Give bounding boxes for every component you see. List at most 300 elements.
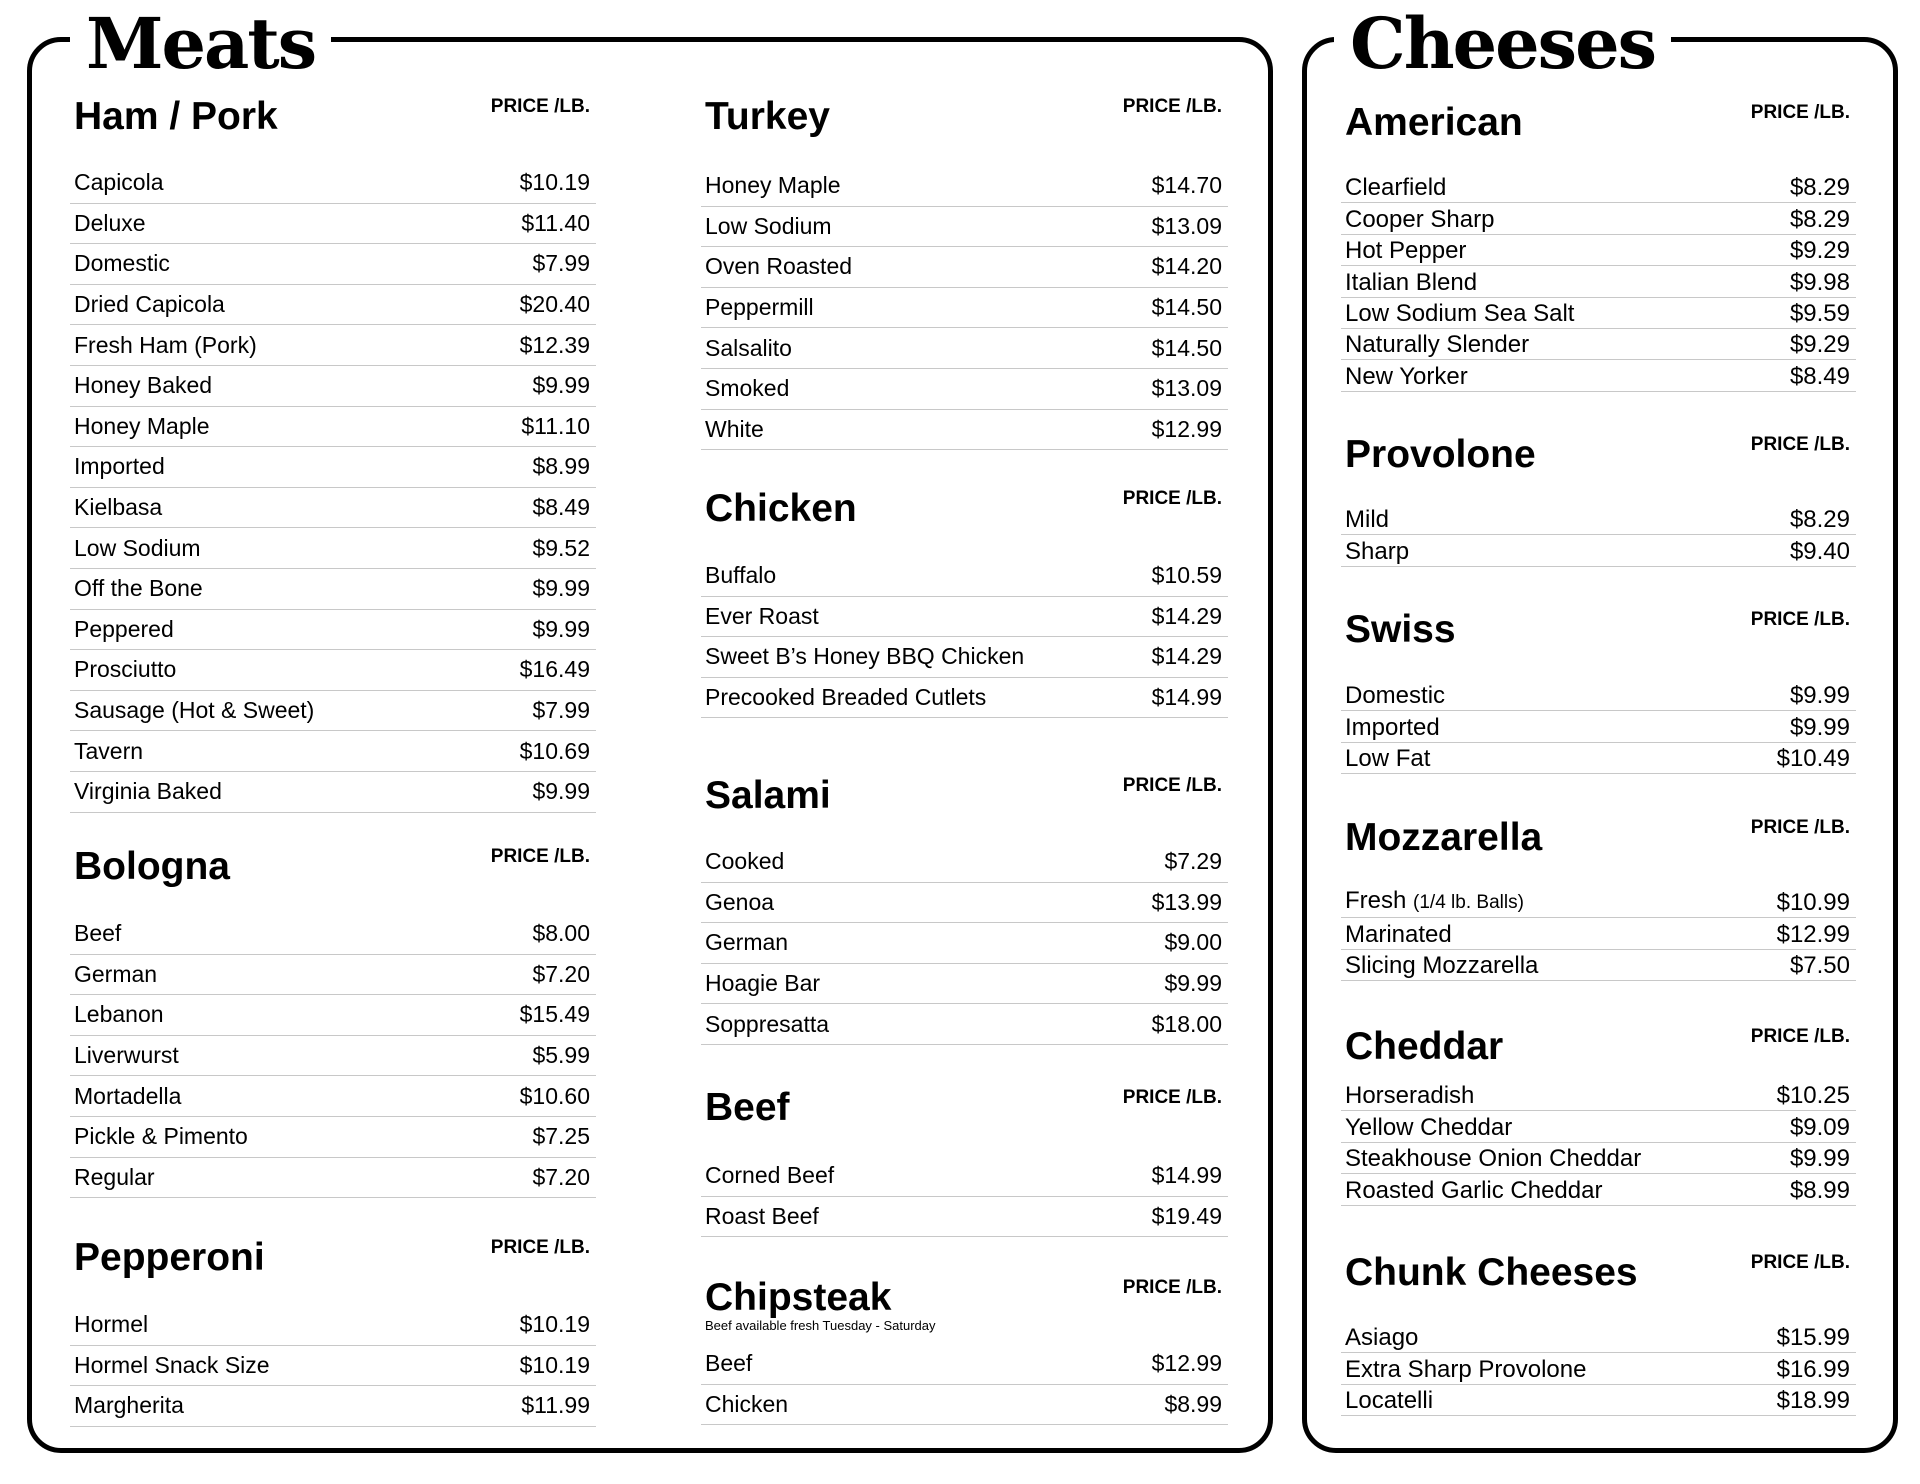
cheeses-title: Cheeses <box>1334 4 1671 84</box>
item-price: $7.20 <box>532 1163 590 1190</box>
item-name <box>74 453 165 480</box>
list-item <box>1341 360 1856 391</box>
item-name <box>705 562 776 589</box>
item-price: $14.29 <box>1151 643 1222 670</box>
item-name <box>1345 888 1524 916</box>
item-name <box>74 494 162 521</box>
list-item <box>70 325 596 366</box>
section-title: Beef <box>705 1086 790 1129</box>
list-item <box>70 1117 596 1158</box>
item-list <box>701 1344 1228 1425</box>
item-name-text: Virginia Baked <box>74 778 222 805</box>
item-name-text: Hormel <box>74 1311 149 1338</box>
item-name-text: Imported <box>1345 713 1440 741</box>
item-list <box>70 914 596 1198</box>
section-title: Swiss <box>1345 608 1456 651</box>
item-price: $9.99 <box>532 615 590 642</box>
item-price: $14.50 <box>1151 294 1222 321</box>
item-name-text: Fresh Ham (Pork) <box>74 331 257 358</box>
list-item <box>701 842 1228 883</box>
list-item <box>70 366 596 407</box>
item-price: $14.20 <box>1151 253 1222 280</box>
price-per-lb-label: PRICE /LB. <box>1122 1087 1222 1108</box>
item-name <box>1345 746 1430 772</box>
item-name-text: Chicken <box>705 1390 789 1417</box>
list-item <box>1341 1322 1856 1353</box>
item-list <box>1341 1080 1856 1206</box>
list-item <box>1341 1353 1856 1384</box>
item-price: $14.99 <box>1151 684 1222 711</box>
section-header <box>701 1084 1228 1132</box>
item-price: $16.49 <box>519 656 590 683</box>
item-name-text: Corned Beef <box>705 1162 835 1189</box>
item-name-text: Oven Roasted <box>705 253 853 280</box>
list-item <box>1341 504 1856 535</box>
list-item <box>1341 711 1856 742</box>
item-price: $7.20 <box>532 960 590 987</box>
item-name <box>74 1083 181 1110</box>
item-name-text: Genoa <box>705 888 775 915</box>
section-title: Pepperoni <box>74 1236 265 1279</box>
item-price: $14.50 <box>1151 334 1222 361</box>
item-name <box>74 1001 164 1028</box>
item-name <box>74 372 212 399</box>
item-name <box>74 920 121 947</box>
price-per-lb-label: PRICE /LB. <box>490 96 590 117</box>
item-name <box>74 250 170 277</box>
list-item <box>701 1197 1228 1238</box>
item-price: $10.19 <box>519 169 590 196</box>
item-name <box>1345 238 1466 264</box>
list-item <box>701 637 1228 678</box>
item-name <box>74 656 176 683</box>
item-name-text: Marinated <box>1345 920 1452 948</box>
item-name-text: Kielbasa <box>74 494 163 521</box>
list-item <box>70 772 596 813</box>
list-item <box>701 923 1228 964</box>
item-name <box>74 210 146 237</box>
list-item <box>70 1305 596 1346</box>
list-item <box>701 964 1228 1005</box>
item-price: $8.49 <box>532 494 590 521</box>
item-price: $8.29 <box>1789 205 1850 233</box>
item-name <box>74 535 201 562</box>
list-item <box>1341 680 1856 711</box>
item-name <box>1345 539 1409 565</box>
list-item <box>1341 950 1856 981</box>
item-name <box>74 332 257 359</box>
item-name <box>74 169 164 196</box>
list-item <box>701 1344 1228 1385</box>
item-name <box>74 291 225 318</box>
list-item <box>70 407 596 448</box>
item-name-text: Italian Blend <box>1345 268 1478 296</box>
list-item <box>1341 1385 1856 1416</box>
price-per-lb-label: PRICE /LB. <box>490 1237 590 1258</box>
list-item <box>70 244 596 285</box>
item-price: $14.99 <box>1151 1162 1222 1189</box>
item-price: $7.25 <box>532 1123 590 1150</box>
item-price: $10.60 <box>519 1082 590 1109</box>
item-name <box>74 738 143 765</box>
item-price: $9.99 <box>532 778 590 805</box>
item-name-text: Pickle & Pimento <box>74 1123 248 1150</box>
item-name-text: Soppresatta <box>705 1010 830 1037</box>
item-price: $9.99 <box>1164 970 1222 997</box>
item-name-text: Low Sodium <box>74 534 201 561</box>
item-name-text: Cooked <box>705 848 785 875</box>
list-item <box>70 1158 596 1199</box>
section-header <box>701 772 1228 820</box>
list-item <box>1341 1143 1856 1174</box>
section-header <box>1341 431 1856 479</box>
item-name <box>1345 922 1452 948</box>
item-name <box>705 294 814 321</box>
item-name-text: Sharp <box>1345 537 1410 565</box>
item-price: $11.40 <box>521 209 590 236</box>
item-price: $8.00 <box>532 920 590 947</box>
item-name-text: Honey Maple <box>705 172 841 199</box>
item-name <box>1345 301 1574 327</box>
item-name-text: Cooper Sharp <box>1345 205 1495 233</box>
item-price: $10.19 <box>519 1311 590 1338</box>
item-name <box>705 172 841 199</box>
price-per-lb-label: PRICE /LB. <box>1750 1252 1850 1273</box>
list-item <box>701 207 1228 248</box>
item-name <box>705 970 820 997</box>
item-name-text: Extra Sharp Provolone <box>1345 1355 1587 1383</box>
item-name <box>1345 175 1446 201</box>
item-list <box>1341 504 1856 567</box>
section-title: Turkey <box>705 95 830 138</box>
item-price: $7.99 <box>532 250 590 277</box>
item-price: $9.99 <box>532 372 590 399</box>
list-item <box>701 1385 1228 1426</box>
item-name <box>705 213 832 240</box>
item-name <box>1345 1083 1474 1109</box>
item-name <box>705 1203 819 1230</box>
item-name-text: Asiago <box>1345 1324 1419 1352</box>
section-header <box>1341 99 1856 147</box>
list-item <box>1341 1111 1856 1142</box>
list-item <box>1341 743 1856 774</box>
section-header <box>701 93 1228 141</box>
item-name-text: Honey Maple <box>74 412 210 439</box>
section-title: Chunk Cheeses <box>1345 1251 1638 1294</box>
item-price: $20.40 <box>519 291 590 318</box>
section-header <box>1341 814 1856 862</box>
section-title: Salami <box>705 774 831 817</box>
item-list <box>1341 887 1856 981</box>
list-item <box>701 328 1228 369</box>
item-name-text: Mortadella <box>74 1082 182 1109</box>
item-name <box>74 413 210 440</box>
item-name-text: Horseradish <box>1345 1082 1475 1110</box>
item-name <box>74 1042 179 1069</box>
price-per-lb-label: PRICE /LB. <box>1122 1277 1222 1298</box>
item-name-text: Tavern <box>74 737 144 764</box>
list-item <box>70 1386 596 1427</box>
item-price: $15.49 <box>519 1001 590 1028</box>
item-price: $12.39 <box>519 331 590 358</box>
item-name-text: Margherita <box>74 1392 184 1419</box>
item-name <box>1345 1178 1602 1204</box>
item-name-text: Off the Bone <box>74 575 203 602</box>
price-per-lb-label: PRICE /LB. <box>1750 1026 1850 1047</box>
item-name-text: New Yorker <box>1345 362 1468 390</box>
item-name <box>705 335 792 362</box>
price-per-lb-label: PRICE /LB. <box>1750 817 1850 838</box>
item-name <box>705 889 774 916</box>
price-per-lb-label: PRICE /LB. <box>1122 488 1222 509</box>
list-item <box>1341 887 1856 918</box>
item-name <box>705 603 819 630</box>
list-item <box>701 678 1228 719</box>
item-name <box>1345 207 1494 233</box>
item-list <box>701 556 1228 718</box>
item-name-text: Beef <box>74 920 122 947</box>
item-list <box>70 163 596 813</box>
list-item <box>701 883 1228 924</box>
list-item <box>70 995 596 1036</box>
item-price: $8.29 <box>1789 174 1850 202</box>
section-header <box>1341 606 1856 654</box>
list-item <box>1341 298 1856 329</box>
item-list <box>70 1305 596 1427</box>
list-item <box>1341 203 1856 234</box>
list-item <box>70 528 596 569</box>
item-name-text: German <box>74 960 158 987</box>
section-header <box>70 1234 596 1282</box>
item-name <box>705 1391 788 1418</box>
section-note: Beef available fresh Tuesday - Saturday <box>705 1318 936 1333</box>
item-list <box>701 842 1228 1045</box>
item-price: $7.99 <box>532 697 590 724</box>
list-item <box>70 731 596 772</box>
item-price: $10.99 <box>1776 889 1850 917</box>
item-name-text: Beef <box>705 1350 753 1377</box>
item-name <box>74 1311 148 1338</box>
item-name <box>1345 1325 1418 1351</box>
item-name-text: Lebanon <box>74 1001 164 1028</box>
item-name-text: Slicing Mozzarella <box>1345 952 1539 980</box>
list-item <box>1341 918 1856 949</box>
item-name <box>1345 953 1538 979</box>
list-item <box>1341 235 1856 266</box>
section-title: Chicken <box>705 487 857 530</box>
price-per-lb-label: PRICE /LB. <box>1750 609 1850 630</box>
list-item <box>701 247 1228 288</box>
list-item <box>70 163 596 204</box>
list-item <box>70 691 596 732</box>
item-price: $12.99 <box>1776 920 1850 948</box>
list-item <box>70 1346 596 1387</box>
item-name-text: Ever Roast <box>705 602 819 629</box>
list-item <box>701 1004 1228 1045</box>
list-item <box>70 650 596 691</box>
item-price: $9.09 <box>1789 1113 1850 1141</box>
item-name-text: Liverwurst <box>74 1042 179 1069</box>
item-name-text: Regular <box>74 1163 155 1190</box>
section-title: Cheddar <box>1345 1025 1504 1068</box>
item-price: $15.99 <box>1776 1324 1850 1352</box>
item-name <box>74 1164 155 1191</box>
item-name-text: Dried Capicola <box>74 291 225 318</box>
item-name <box>705 643 1024 670</box>
item-name <box>1345 507 1389 533</box>
item-price: $9.98 <box>1789 268 1850 296</box>
list-item <box>1341 172 1856 203</box>
item-name-text: Low Fat <box>1345 745 1431 773</box>
item-name <box>74 697 314 724</box>
item-price: $9.99 <box>1789 1145 1850 1173</box>
item-name <box>1345 683 1445 709</box>
list-item <box>701 597 1228 638</box>
list-item <box>1341 1174 1856 1205</box>
item-price: $14.70 <box>1151 172 1222 199</box>
item-name-text: Hoagie Bar <box>705 970 821 997</box>
section-header <box>70 93 596 141</box>
item-name <box>705 1011 829 1038</box>
section-title: Mozzarella <box>1345 816 1543 859</box>
item-name-text: Sausage (Hot & Sweet) <box>74 697 315 724</box>
item-price: $11.99 <box>521 1392 590 1419</box>
item-name-text: Peppermill <box>705 294 814 321</box>
item-list <box>1341 680 1856 774</box>
item-name-text: Smoked <box>705 375 790 402</box>
item-price: $9.40 <box>1789 537 1850 565</box>
item-name-text: Deluxe <box>74 209 146 236</box>
item-name <box>705 848 784 875</box>
item-list <box>1341 1322 1856 1416</box>
item-price: $7.29 <box>1164 848 1222 875</box>
item-name <box>74 575 203 602</box>
section-title: Chipsteak <box>705 1276 892 1319</box>
list-item <box>70 610 596 651</box>
item-price: $8.49 <box>1789 362 1850 390</box>
item-name-text: Domestic <box>1345 682 1446 710</box>
list-item <box>701 288 1228 329</box>
item-name <box>1345 1388 1433 1414</box>
item-list <box>701 166 1228 450</box>
list-item <box>70 1036 596 1077</box>
item-price: $9.00 <box>1164 929 1222 956</box>
item-price: $9.52 <box>532 534 590 561</box>
list-item <box>1341 1080 1856 1111</box>
list-item <box>70 914 596 955</box>
item-name-text: Domestic <box>74 250 170 277</box>
item-name-text: Steakhouse Onion Cheddar <box>1345 1145 1642 1173</box>
price-per-lb-label: PRICE /LB. <box>490 846 590 867</box>
list-item <box>1341 535 1856 566</box>
item-price: $19.49 <box>1151 1202 1222 1229</box>
section-title: Ham / Pork <box>74 95 278 138</box>
item-name <box>1345 1146 1641 1172</box>
list-item <box>70 488 596 529</box>
item-name-text: German <box>705 929 789 956</box>
item-name-text: Naturally Slender <box>1345 331 1530 359</box>
item-price: $10.49 <box>1776 745 1850 773</box>
item-price: $14.29 <box>1151 602 1222 629</box>
item-price: $10.69 <box>519 737 590 764</box>
item-price: $12.99 <box>1151 1350 1222 1377</box>
item-name <box>705 1350 752 1377</box>
item-price: $16.99 <box>1776 1355 1850 1383</box>
item-name <box>74 1123 248 1150</box>
item-name-text: Honey Baked <box>74 372 213 399</box>
item-price: $9.59 <box>1789 299 1850 327</box>
item-name <box>705 1162 834 1189</box>
price-per-lb-label: PRICE /LB. <box>1122 96 1222 117</box>
price-per-lb-label: PRICE /LB. <box>1750 102 1850 123</box>
item-name-text: Roasted Garlic Cheddar <box>1345 1176 1603 1204</box>
item-name-text: Sweet B’s Honey BBQ Chicken <box>705 643 1025 670</box>
item-price: $9.99 <box>1789 682 1850 710</box>
item-price: $13.09 <box>1151 212 1222 239</box>
section-title: Provolone <box>1345 433 1536 476</box>
item-price: $11.10 <box>521 412 590 439</box>
section-header <box>1341 1023 1856 1071</box>
item-name-text: Low Sodium <box>705 212 832 239</box>
item-name-text: Locatelli <box>1345 1387 1434 1415</box>
item-price: $10.59 <box>1151 562 1222 589</box>
item-name-text: Roast Beef <box>705 1202 819 1229</box>
item-name-text: Low Sodium Sea Salt <box>1345 299 1575 327</box>
item-price: $8.99 <box>1164 1390 1222 1417</box>
item-name-text: Imported <box>74 453 165 480</box>
item-name-text: Hormel Snack Size <box>74 1351 270 1378</box>
item-name-text: Buffalo <box>705 562 777 589</box>
section-header <box>701 485 1228 533</box>
item-name-text: White <box>705 415 764 442</box>
item-name <box>1345 715 1440 741</box>
list-item <box>1341 329 1856 360</box>
item-name <box>705 684 986 711</box>
section-header <box>70 843 596 891</box>
item-name <box>74 778 222 805</box>
item-name <box>1345 364 1468 390</box>
list-item <box>70 204 596 245</box>
item-name <box>705 253 852 280</box>
item-name <box>74 961 157 988</box>
item-name-text: Salsalito <box>705 334 792 361</box>
item-price: $18.99 <box>1776 1387 1850 1415</box>
item-price: $9.29 <box>1789 331 1850 359</box>
item-name <box>1345 270 1477 296</box>
section-header <box>1341 1249 1856 1297</box>
item-name-text: Clearfield <box>1345 174 1447 202</box>
item-price: $8.99 <box>532 453 590 480</box>
item-name <box>74 616 174 643</box>
item-name-text: Peppered <box>74 615 174 642</box>
item-price: $8.99 <box>1789 1176 1850 1204</box>
item-price: $9.99 <box>532 575 590 602</box>
item-list <box>1341 172 1856 392</box>
list-item <box>701 556 1228 597</box>
item-name <box>74 1352 270 1379</box>
item-name-text: Hot Pepper <box>1345 237 1467 265</box>
item-name-text: Prosciutto <box>74 656 177 683</box>
item-price: $9.29 <box>1789 237 1850 265</box>
list-item <box>701 369 1228 410</box>
item-price: $13.09 <box>1151 375 1222 402</box>
section-title: American <box>1345 101 1523 144</box>
item-price: $12.99 <box>1151 415 1222 442</box>
item-name-text: Fresh <box>1345 887 1407 915</box>
item-price: $5.99 <box>532 1042 590 1069</box>
item-price: $8.29 <box>1789 506 1850 534</box>
list-item <box>70 447 596 488</box>
